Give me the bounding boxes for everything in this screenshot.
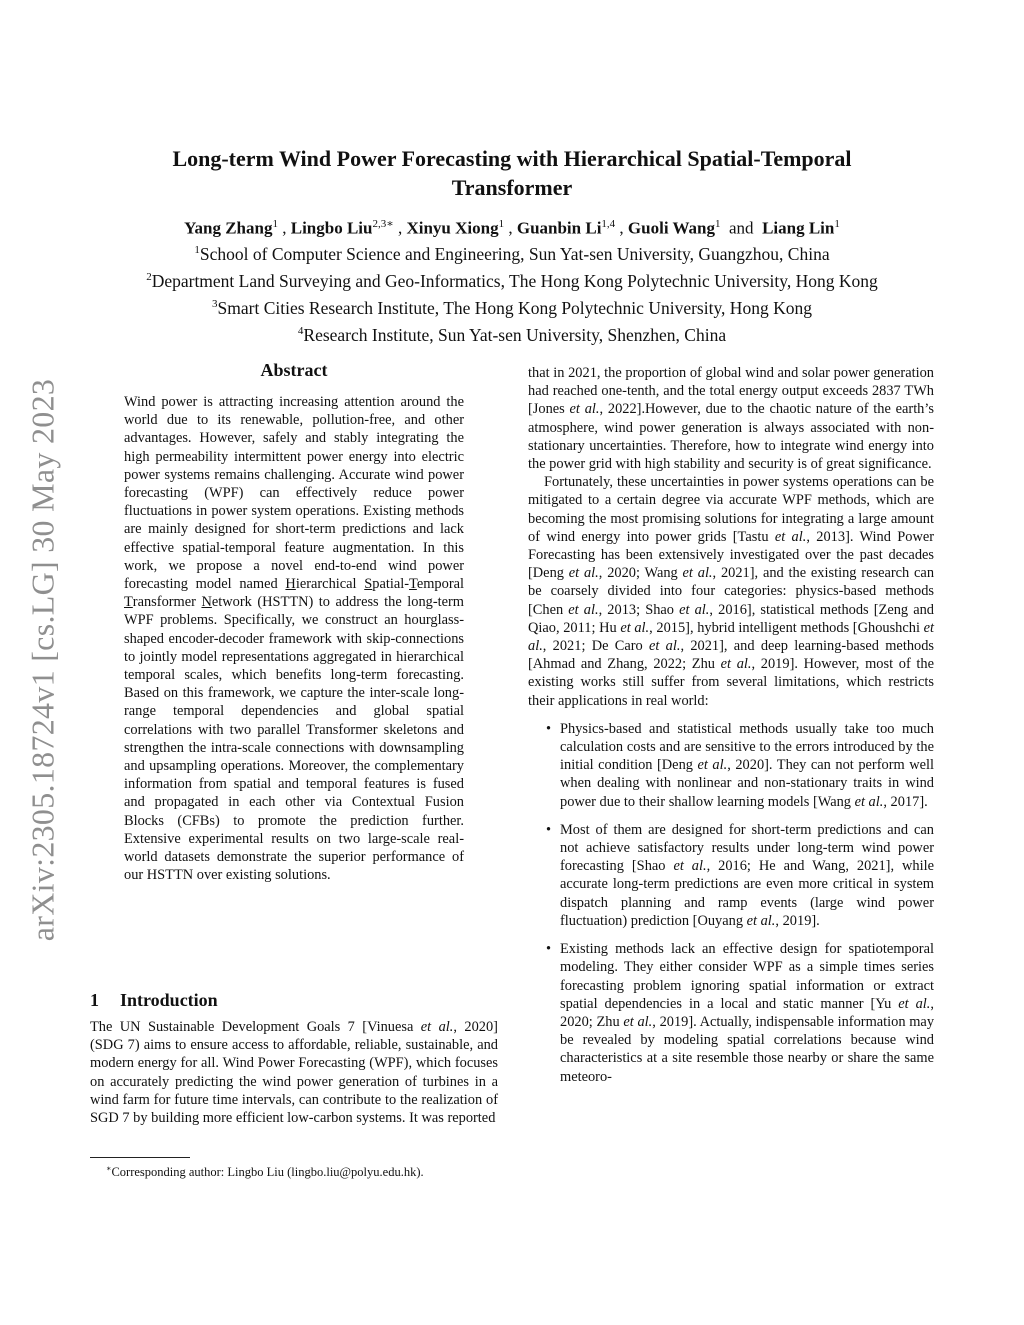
author-separator: , [282, 218, 287, 238]
citation-etal: et al. [898, 995, 931, 1012]
section-title: Introduction [120, 990, 218, 1010]
footnote [106, 1161, 424, 1180]
abstract-heading: Abstract [260, 360, 328, 380]
author-name: Guanbin Li [516, 218, 602, 238]
model-name-fragment: patial- [372, 576, 410, 593]
body-paragraph [528, 364, 934, 473]
author-affil-mark: 1,4 [601, 218, 616, 230]
footnote-mark: ∗ [106, 1164, 112, 1173]
text-run: , 2019]. Actually, indispensable information may be revealed by modeling spatial correlations because wind characteristics at a site resemble those nearby or share the same meteoro- [560, 1013, 935, 1085]
title-line-2: Transformer [451, 175, 573, 200]
list-item [528, 720, 934, 811]
citation-etal: et al. [568, 565, 599, 582]
body-paragraph [528, 473, 934, 710]
title-line-1: Long-term Wind Power Forecasting with Hierarchical Spatial-Temporal [172, 146, 852, 171]
footnote-text: Corresponding author: Lingbo Liu (lingbo.liu@polyu.edu.hk). [111, 1165, 424, 1180]
arxiv-stamp [8, 340, 78, 980]
footnote-rule [90, 1157, 190, 1158]
limitations-list [528, 720, 934, 1086]
section-number: 1 [90, 990, 99, 1010]
affiliation-line [40, 266, 984, 293]
acronym-letter: T [409, 576, 417, 593]
affiliation-text: Department Land Surveying and Geo-Informatics, The Hong Kong Polytechnic University, Hong Kong [151, 270, 878, 291]
affiliation-list [40, 239, 984, 347]
author-name: Yang Zhang [184, 218, 273, 238]
citation-etal: et al. [620, 619, 650, 636]
affiliation-text: Research Institute, Sun Yat-sen University, Shenzhen, China [303, 324, 727, 345]
abstract-body [124, 393, 464, 884]
citation-etal: et al. [679, 601, 710, 618]
text-run: Fortunately, these uncertainties in power systems operations can be mitigated to a certain degree via accurate WPF methods, which are becoming the most promising solutions for integrating a large amount of wind energy into power grids [Tastu [528, 474, 934, 545]
text-run: , 2020] (SDG 7) aims to ensure access to affordable, reliable, sustainable, and modern energy for all. Wind Power Forecasting (WPF), which focuses on accurately predicting the wind power generation of turbines in a wind farm for future time intervals, can contribute to the realization of SGD 7 by building more efficient low-carbon systems. It was reported [90, 1019, 498, 1127]
model-name-fragment: ransformer [132, 594, 196, 611]
paper-title [96, 144, 928, 202]
affiliation-text: Smart Cities Research Institute, The Hong Kong Polytechnic University, Hong Kong [217, 297, 812, 318]
text-run: , 2020]. They can not perform well when dealing with nonlinear and non-stationary traits in wind power due to their shallow learning models [Wang [560, 757, 934, 810]
text-run: Most of them are designed for short-term predictions and can not achieve satisfactory results under long-term wind power forecasting [Shao [560, 821, 934, 875]
author-affil-mark: 1 [715, 218, 721, 230]
acronym-letter: T [124, 594, 133, 611]
author-affil-mark: 1 [834, 218, 840, 230]
author-separator: , [619, 218, 624, 238]
section-heading-introduction [90, 990, 218, 1011]
author-separator: , [397, 218, 403, 238]
text-run: , 2013]. Wind Power Forecasting has been extensively investigated over the past decades [Deng [528, 528, 935, 582]
text-run: , 2021], and the existing research can be coarsely divided into four categories: physics-based methods [Chen [528, 565, 935, 618]
citation-etal: et al. [568, 601, 599, 618]
text-run: Existing methods lack an effective design for spatiotemporal modeling. They either consider WPF as a simple times series forecasting problem ignoring spatial information or extract spatial dependencies in a local and static manner [Yu [560, 941, 934, 1012]
affiliation-mark: 2 [146, 271, 152, 284]
citation-etal: et al. [774, 528, 807, 545]
abstract-text-part2: (HSTTN) to address the long-term WPF problems. Specifically, we construct an hourglass-shaped encoder-decoder framework with skip-connections to jointly model representations aggregated in hierarchical temporal scales, which benefits long-term forecasting. Based on this framework, we capture the inter-scale long-range temporal dependencies and global spatial correlations with two parallel Transformer skeletons and strengthen the intra-scale connections with downsampling and upsampling operations. Moreover, the complementary information from spatial and temporal features is fused and propagated in each other via Contextual Fusion Blocks (CFBs) to promote the prediction further. Extensive experimental results on two large-scale real-world datasets demonstrate the superior performance of our HSTTN over existing solutions. [124, 594, 464, 884]
arxiv-id-text: arXiv:2305.18724v1 [cs.LG] 30 May 2023 [24, 378, 61, 942]
text-run: , 2020; Zhu [560, 995, 934, 1030]
bullet-icon: • [546, 821, 552, 838]
model-name-fragment: emporal [416, 576, 464, 593]
citation-etal: et al. [682, 565, 713, 582]
citation-etal: et al. [720, 656, 752, 673]
citation-etal: et al. [420, 1019, 454, 1035]
affiliation-mark: 4 [297, 325, 304, 338]
text-run: , 2022].However, due to the chaotic nature of the earth’s atmosphere, wind power generation is always associated with non-stationary uncertainties. Therefore, how to integrate wind energy into the power grid with high stability and security is of great significance. [528, 401, 934, 473]
abstract-text-part1: Wind power is attracting increasing attention around the world due to its renewable, pollution-free, and other advantages. However, safely and stably integrating the high permeability intermittent power energy into electric power systems remains challenging. Accurate wind power forecasting (WPF) can effectively reduce power fluctuations in power system operations. Existing methods are mainly designed for short-term predictions and lack effective spatial-temporal feature augmentation. In this work, we propose a novel end-to-end wind power forecasting model named [124, 394, 464, 593]
text-run: , 2019]. However, most of the existing works still suffer from several limitations, which restricts their applications in real world: [528, 656, 934, 709]
affiliation-line [40, 320, 984, 347]
acronym-letter: S [364, 576, 373, 593]
citation-etal: et al. [673, 858, 707, 875]
list-item [528, 940, 934, 1086]
bullet-icon: • [546, 720, 552, 737]
text-run: , 2021], and deep learning-based methods [Ahmad and Zhang, 2022; Zhu [528, 638, 934, 673]
text-run: that in 2021, the proportion of global wind and solar power generation had reached one-tenth, and the total energy output exceeds 2837 TWh [Jones [528, 365, 934, 418]
acronym-letter: N [201, 594, 212, 611]
citation-etal: et al. [697, 757, 728, 774]
text-run: , 2019]. [775, 912, 820, 929]
model-name-fragment: etwork [211, 594, 252, 611]
text-run: , 2021; De Caro [542, 638, 650, 655]
author-affil-mark: 2,3∗ [372, 218, 394, 230]
right-column [528, 364, 934, 1096]
author-affil-mark: 1 [272, 218, 278, 230]
author-separator: , [508, 218, 513, 238]
intro-paragraph [90, 1018, 498, 1127]
text-run: , 2015], hybrid intelligent methods [Ghoushchi [649, 619, 924, 636]
text-run: , 2016], statistical methods [Zeng and Qiao, 2011; Hu [528, 601, 935, 636]
author-name: Guoli Wang [627, 218, 716, 238]
affiliation-line [40, 293, 984, 320]
text-run: , 2016; He and Wang, 2021], while accurate long-term predictions are even more critical in system dispatch planning and ramp events (large wind power fluctuation) prediction [Ouyang [560, 858, 934, 929]
citation-etal: et al. [854, 793, 884, 810]
citation-etal: et al. [623, 1013, 653, 1030]
text-run: The UN Sustainable Development Goals 7 [Vinuesa [90, 1019, 421, 1035]
author-name: Xinyu Xiong [406, 218, 499, 238]
citation-etal: et al. [746, 912, 776, 929]
text-run: , 2013; Shao [598, 601, 680, 618]
author-and: and [729, 218, 754, 238]
text-run: , 2020; Wang [598, 565, 683, 582]
affiliation-text: School of Computer Science and Engineering, Sun Yat-sen University, Guangzhou, China [199, 243, 830, 264]
author-name: Lingbo Liu [290, 218, 373, 238]
model-name-fragment: ierarchical [295, 576, 365, 593]
author-affil-mark: 1 [498, 218, 505, 230]
affiliation-mark: 3 [212, 298, 218, 311]
affiliation-line [40, 239, 984, 266]
author-list [60, 211, 964, 242]
text-run: Physics-based and statistical methods usually take too much calculation costs and are sensitive to the errors introduced by the initial condition [Deng [560, 720, 934, 774]
bullet-icon: • [546, 941, 552, 958]
acronym-letter: H [285, 576, 296, 593]
citation-etal: et al. [569, 401, 600, 418]
author-name: Liang Lin [762, 218, 835, 238]
text-run: , 2017]. [883, 793, 928, 810]
citation-etal: et al. [649, 638, 681, 655]
affiliation-mark: 1 [194, 244, 200, 256]
citation-etal: et al. [528, 619, 934, 655]
list-item [528, 821, 934, 930]
